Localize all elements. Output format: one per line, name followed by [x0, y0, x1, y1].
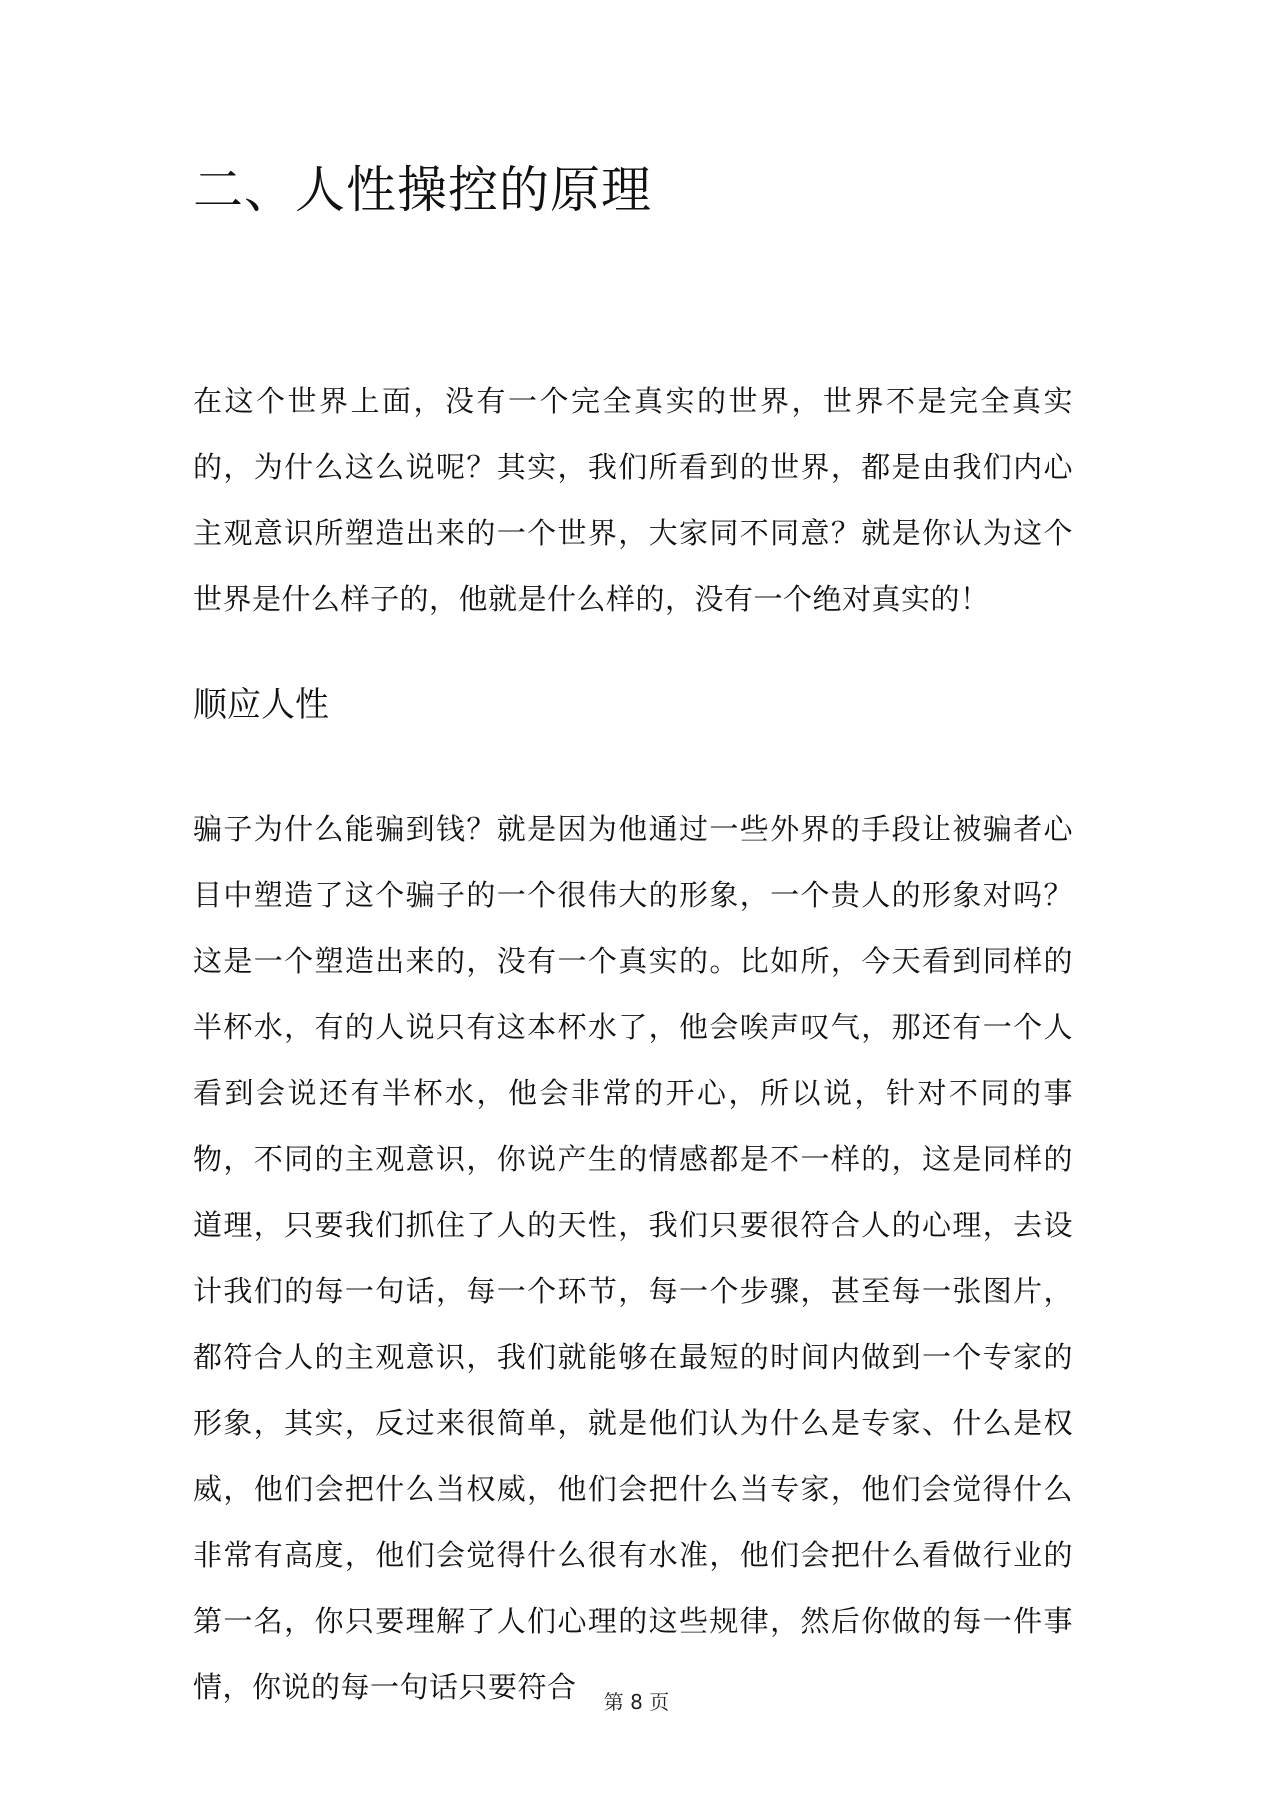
page-number: 第 8 页 — [603, 1690, 670, 1714]
chapter-title: 二、人性操控的原理 — [193, 161, 652, 219]
body-paragraph-intro: 在这个世界上面，没有一个完全真实的世界，世界不是完全真实的，为什么这么说呢？其实，我们所看到的世界，都是由我们内心主观意识所塑造出来的一个世界，大家同不同意？就是你认为这个世界是什么样子的，他就是什么样的，没有一个绝对真实的！ — [193, 384, 1073, 616]
section-heading: 顺应人性 — [193, 685, 329, 725]
page-content — [193, 150, 1073, 1720]
body-paragraph-main: 骗子为什么能骗到钱？就是因为他通过一些外界的手段让被骗者心目中塑造了这个骗子的一个很伟大的形象，一个贵人的形象对吗？这是一个塑造出来的，没有一个真实的。比如所，今天看到同样的半杯水，有的人说只有这本杯水了，他会唉声叹气，那还有一个人看到会说还有半杯水，他会非常的开心，所以说，针对不同的事物，不同的主观意识，你说产生的情感都是不一样的，这是同样的道理，只要我们抓住了人的天性，我们只要很符合人的心理，去设计我们的每一句话，每一个环节，每一个步骤，甚至每一张图片，都符合人的主观意识，我们就能够在最短的时间内做到一个专家的形象，其实，反过来很简单，就是他们认为什么是专家、什么是权威，他们会把什么当权威，他们会把什么当专家，他们会觉得什么非常有高度，他们会觉得什么很有水准，他们会把什么看做行业的第一名，你只要理解了人们心理的这些规律，然后你做的每一件事情，你说的每一句话只要符合 — [193, 812, 1073, 1704]
